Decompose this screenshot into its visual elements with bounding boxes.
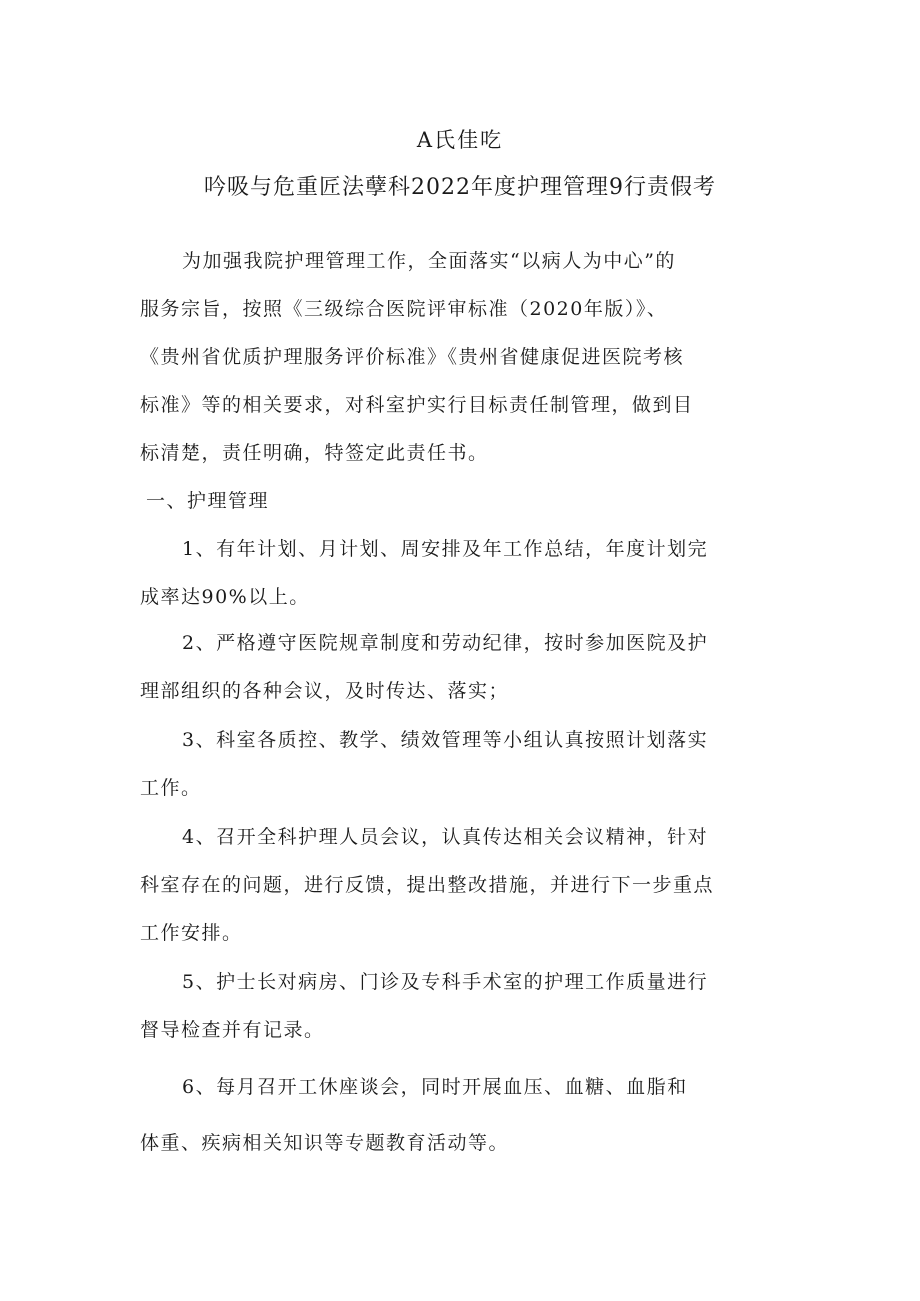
list-item-line: 工作安排。: [140, 922, 243, 944]
document-title-line-2: 吟吸与危重匠法孽科2022年度护理管理9行责假考: [204, 175, 716, 200]
list-item-2: [140, 619, 788, 715]
document-title-line-1: A氏佳吃: [416, 128, 504, 152]
intro-paragraph: [140, 237, 788, 477]
list-item-line: 督导检查并有记录。: [140, 1019, 325, 1041]
list-item-line: 体重、疾病相关知识等专题教育活动等。: [140, 1132, 510, 1154]
intro-line: 标清楚，责任明确，特签定此责任书。: [140, 442, 489, 464]
list-item-4: [140, 813, 788, 957]
list-item-5: [140, 958, 788, 1054]
section-heading: 一、护理管理: [146, 490, 270, 512]
section-heading-block: [140, 477, 788, 525]
list-item-6: [140, 1063, 788, 1167]
list-item-line: 5、护士长对病房、门诊及专科手术室的护理工作质量进行: [182, 971, 709, 993]
list-item-line: 成率达90%以上。: [140, 586, 310, 608]
intro-line: 标准》等的相关要求，对科室护实行目标责任制管理，做到目: [140, 394, 694, 416]
intro-line: 服务宗旨，按照《三级综合医院评审标准（2020年版）》、: [140, 298, 668, 320]
intro-line: 《贵州省优质护理服务评价标准》《贵州省健康促进医院考核: [140, 346, 685, 368]
list-item-line: 科室存在的问题，进行反馈，提出整改措施，并进行下一步重点: [140, 874, 715, 896]
list-item-line: 4、召开全科护理人员会议，认真传达相关会议精神，针对: [182, 826, 709, 848]
list-item-line: 2、严格遵守医院规章制度和劳动纪律，按时参加医院及护: [182, 632, 709, 654]
intro-line: 为加强我院护理管理工作，全面落实“以病人为中心”的: [182, 250, 676, 272]
list-item-line: 1、有年计划、月计划、周安排及年工作总结，年度计划完: [182, 538, 709, 560]
list-item-line: 3、科室各质控、教学、绩效管理等小组认真按照计划落实: [182, 729, 709, 751]
list-item-line: 理部组织的各种会议，及时传达、落实；: [140, 680, 510, 702]
list-item-3: [140, 716, 788, 812]
list-item-line: 工作。: [140, 777, 202, 799]
list-item-1: [140, 525, 788, 621]
list-item-line: 6、每月召开工休座谈会，同时开展血压、血糖、血脂和: [182, 1076, 688, 1098]
